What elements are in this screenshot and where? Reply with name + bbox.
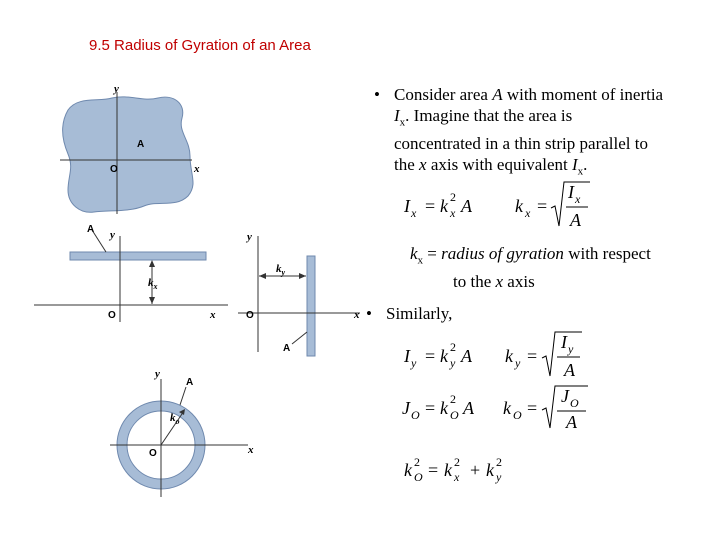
area-label: A — [137, 139, 145, 150]
svg-text:O: O — [414, 470, 423, 484]
equation-ko-squared — [398, 450, 538, 494]
svg-text:2: 2 — [450, 340, 456, 354]
svg-text:=: = — [425, 398, 436, 418]
svg-text:2: 2 — [414, 455, 420, 469]
y-axis-label: y — [110, 229, 115, 241]
svg-text:O: O — [513, 408, 522, 422]
y-axis-label: y — [155, 368, 160, 380]
svg-text:x: x — [575, 192, 581, 206]
svg-text:k: k — [505, 346, 513, 366]
svg-text:y: y — [450, 356, 456, 370]
bullet-dot: • — [374, 85, 380, 104]
equation-ix — [398, 178, 598, 232]
ko-label: $k_o$ — [170, 412, 180, 426]
svg-text:I: I — [561, 332, 567, 352]
svg-text:k: k — [404, 460, 412, 480]
figure-ring — [108, 365, 268, 500]
bullet-consider-area: • Consider area A with moment of inertia $I_x$. Imagine that the area is concentrated in a thin strip parallel to the x axis with equivalent $I_x$. — [374, 85, 664, 178]
x-axis-label: x — [194, 163, 200, 175]
origin-label: O — [149, 448, 157, 459]
figure-area-a — [50, 84, 220, 219]
svg-text:=: = — [527, 398, 538, 418]
equation-jo — [398, 380, 598, 434]
slide-title: 9.5 Radius of Gyration of an Area — [89, 37, 311, 54]
origin-label: O — [246, 310, 254, 321]
svg-text:O: O — [411, 408, 420, 422]
svg-text:k: k — [503, 398, 511, 418]
svg-text:x: x — [454, 470, 460, 484]
origin-label: O — [110, 164, 118, 175]
svg-text:y: y — [568, 342, 574, 356]
x-axis-label: x — [248, 444, 254, 456]
svg-text:k: k — [440, 196, 448, 216]
svg-text:I: I — [568, 182, 574, 202]
x-axis-label: x — [210, 309, 216, 321]
figure-horizontal-strip — [30, 222, 230, 327]
svg-text:I: I — [404, 346, 410, 366]
svg-text:A: A — [461, 196, 472, 216]
svg-text:J: J — [402, 398, 410, 418]
svg-text:k: k — [444, 460, 452, 480]
svg-text:y: y — [411, 356, 417, 370]
svg-text:k: k — [440, 398, 448, 418]
svg-text:A: A — [570, 210, 581, 230]
svg-text:A: A — [566, 412, 577, 432]
radius-of-gyration-definition: $k_x$ = radius of gyration with respect to the x axis — [410, 244, 651, 292]
area-shape — [63, 97, 193, 212]
x-axis-label: x — [354, 309, 360, 321]
y-axis-label: y — [247, 231, 252, 243]
svg-text:=: = — [537, 196, 548, 216]
svg-text:O: O — [570, 396, 579, 410]
figure-vertical-strip — [234, 222, 364, 362]
area-label: A — [186, 377, 194, 388]
svg-text:A: A — [463, 398, 474, 418]
svg-text:2: 2 — [450, 392, 456, 406]
svg-text:k: k — [440, 346, 448, 366]
svg-text:J: J — [561, 386, 569, 406]
bullet-dot: • — [366, 304, 372, 323]
svg-text:=: = — [527, 346, 538, 366]
svg-text:y: y — [496, 470, 502, 484]
equation-iy — [398, 328, 598, 382]
kx-label: $k_x$ — [148, 277, 158, 291]
svg-text:I: I — [404, 196, 410, 216]
svg-text:=: = — [425, 346, 436, 366]
y-axis-label: y — [114, 84, 119, 95]
svg-text:2: 2 — [454, 455, 460, 469]
svg-text:x: x — [525, 206, 531, 220]
bullet-similarly: • Similarly, — [366, 304, 453, 323]
svg-text:=: = — [428, 460, 439, 480]
svg-text:x: x — [411, 206, 417, 220]
svg-text:O: O — [450, 408, 459, 422]
svg-text:A: A — [564, 360, 575, 380]
svg-text:k: k — [515, 196, 523, 216]
svg-text:A: A — [461, 346, 472, 366]
svg-text:2: 2 — [450, 190, 456, 204]
ky-label: $k_y$ — [276, 263, 286, 277]
svg-text:+: + — [470, 460, 481, 480]
svg-text:=: = — [425, 196, 436, 216]
svg-text:k: k — [486, 460, 494, 480]
vertical-strip — [307, 256, 315, 356]
svg-text:2: 2 — [496, 455, 502, 469]
area-label: A — [283, 343, 291, 354]
horizontal-strip — [70, 252, 206, 260]
origin-label: O — [108, 310, 116, 321]
svg-text:y: y — [515, 356, 521, 370]
svg-text:x: x — [450, 206, 456, 220]
area-label: A — [87, 224, 95, 235]
